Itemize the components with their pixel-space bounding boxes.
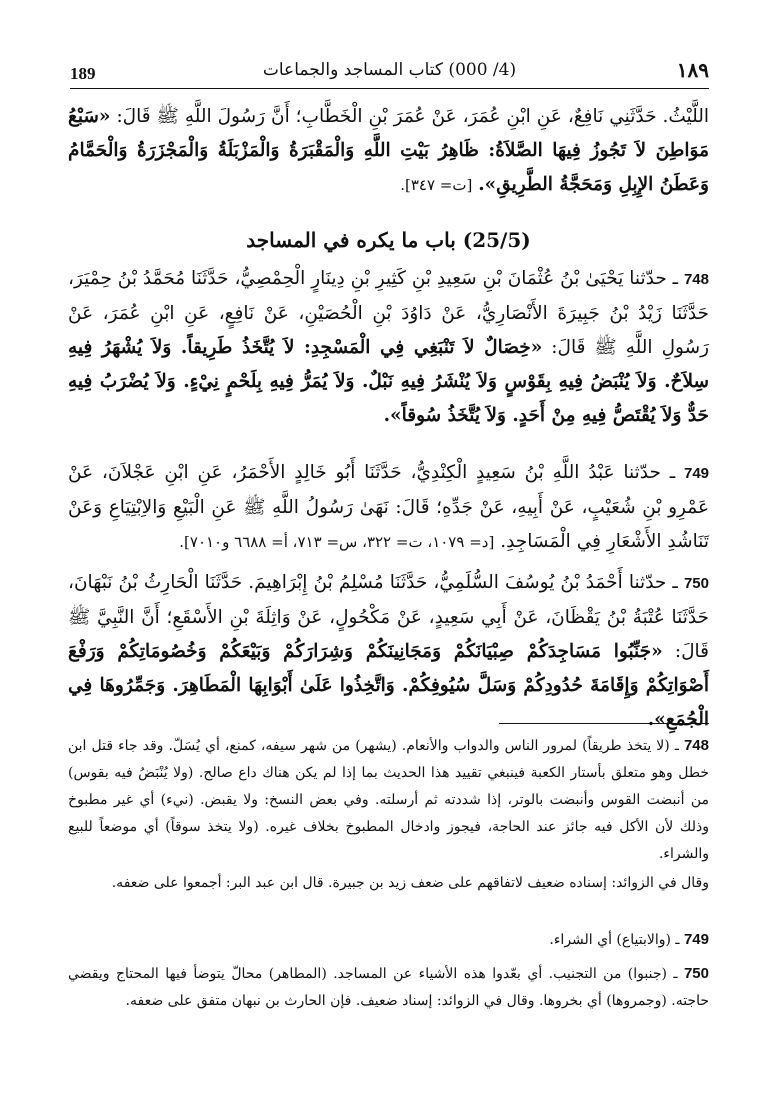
- footnote-text: ـ (جنبوا) من التجنيب. أي بعّدوا هذه الأشياء عن المساجد. (المطاهر) محالّ يتوضأ فيها المحتاج ويقضي حاجته. (وجمروها) أي بخروها. وقال في الزوائد: إسناد ضعيف. فإن الحارث بن نبهان متفق على ضعفه.: [68, 966, 709, 1009]
- isnad-text: ـ حدّثنا عَبْدُ اللَّهِ بْنُ سَعِيدٍ الْكِنْدِيُّ، حَدَّثَنَا أَبُو خَالِدٍ الأَحْمَرُ، عَنِ ابْنِ عَجْلاَنَ، عَنْ عَمْرِو بْنِ شُعَيْبٍ، عَنْ أَبِيهِ، عَنْ جَدِّهِ؛ قَالَ: نَهَىٰ رَسُولُ اللَّهِ ﷺ عَنِ الْبَيْعِ وَالاِبْتِيَاعِ وَعَنْ تَنَاشُدِ الأَشْعَارِ فِي الْمَسَاجِدِ.: [68, 462, 709, 552]
- hadith-number: 749: [683, 465, 710, 482]
- footnote-748: [68, 732, 709, 868]
- matn-text: «سَبْعُ مَوَاطِنَ لاَ تَجُوزُ فِيهَا الصَّلاَةُ: ظَاهِرُ بَيْتِ اللَّهِ وَالْمَقْبَرَةُ وَالْمَزْبَلَةُ وَالْمَجْزَرَةُ وَالْحَمَّامُ وَعَطَنُ الإِبِلِ وَمَحَجَّةُ الطَّرِيقِ».: [68, 106, 709, 195]
- footnote-text: ـ (والابتياع) أي الشراء.: [549, 932, 680, 948]
- reference: [ت= ٣٤٧].: [400, 176, 473, 194]
- page-number-arabic: ١٨٩: [676, 58, 709, 82]
- page-number-latin: 189: [70, 64, 96, 83]
- footnote-number: 750: [683, 965, 709, 982]
- footnote-text: ـ (لا يتخذ طريقاً) لمرور الناس والدواب والأنعام. (يشهر) من شهر سيفه، كمنع، أي يُسَلّ. وقد جاء قتل ابن خطل وهو متعلق بأستار الكعبة فينبغي تقييد هذا الحديث بما إذا لم يكن هناك داع صالح. (ولا يُنْبَضُ فيه بقوس) من أنبضت القوس وأنبضت بالوتر، إذا شددته ثم أرسلته. وفي بعض النسخ: ولا يقبض. (نيء) أي غير مطبوخ وذلك لأن الأكل فيه جائز عند الحاجة، فيجوز وادخال المطبوخ بخلاف غيره. (ولا يتخذ سوقاً) أي موضعاً للبيع والشراء.: [68, 738, 709, 862]
- page-header: [70, 52, 709, 88]
- continued-hadith: [68, 100, 709, 202]
- isnad-text: ـ حدّثنا يَحْيَىٰ بْنُ عُثْمَانَ بْنِ سَعِيدِ بْنِ كَثِيرِ بْنِ دِينَارٍ الْحِمْصِيُّ، حَدَّثَنَا مُحَمَّدُ بْنُ حِمْيَرَ، حَدَّثَنَا زَيْدُ بْنُ جَبِيرَةَ الأَنْصَارِيُّ، عَنْ دَاوُدَ بْنِ الْحُصَيْنِ، عَنْ نَافِعٍ، عَنِ ابْنِ عُمَرَ، عَنْ رَسُولِ اللَّهِ ﷺ قَالَ:: [68, 268, 710, 358]
- hadith-750: [68, 566, 709, 737]
- footnote-rule: [499, 723, 709, 724]
- footnote-749: [68, 926, 709, 954]
- hadith-749: [68, 456, 709, 559]
- footnote-number: 748: [683, 737, 709, 754]
- running-title: (4/ 000) كتاب المساجد والجماعات: [262, 60, 517, 80]
- matn-text: «خِصَالٌ لاَ تَنْبَغِي فِي الْمَسْجِدِ: لاَ يُتَّخَذُ طَرِيقاً. وَلاَ يُشْهَرُ فِيهِ سِلاَحٌ. وَلاَ يُنْبَضُ فِيهِ بِقَوْسٍ وَلاَ يُنْشَرُ فِيهِ نَبْلٌ. وَلاَ يُمَرُّ فِيهِ بِلَحْمٍ نِيْءٍ. وَلاَ يُضْرَبُ فِيهِ حَدٌّ وَلاَ يُقْتَصُّ فِيهِ مِنْ أَحَدٍ. وَلاَ يُتَّخَذُ سُوقاً».: [68, 337, 709, 426]
- footnote-750: [68, 960, 709, 1015]
- section-title: (25/5) باب ما يكره في المساجد: [246, 228, 531, 252]
- footnote-748-zawaid: [68, 870, 709, 897]
- isnad-text: اللَّيْثُ. حَدَّثَنِي نَافِعٌ، عَنِ ابْنِ عُمَرَ، عَنْ عُمَرَ بْنِ الْخَطَّابِ؛ أَنَّ رَسُولَ اللَّهِ ﷺ قَالَ:: [116, 106, 709, 127]
- hadith-748: [68, 262, 709, 433]
- hadith-number: 748: [683, 271, 709, 288]
- footnote-text: وقال في الزوائد: إسناده ضعيف لاتفاقهم على ضعف زيد بن جبيرة. قال ابن عبد البر: أجمعوا على ضعفه.: [111, 875, 709, 891]
- matn-text: «جَنِّبُوا مَسَاجِدَكُمْ صِبْيَانَكُمْ وَمَجَانِينَكُمْ وَشِرَارَكُمْ وَبَيْعَكُمْ وَخُصُومَاتِكُمْ وَرَفْعَ أَصْوَاتِكُمْ وَإِقَامَةَ حُدُودِكُمْ وَسَلَّ سُيُوفِكُمْ. وَاتَّخِذُوا عَلَىٰ أَبْوَابِهَا الْمَطَاهِرَ. وَجَمِّرُوهَا فِي الْجُمَعِ».: [68, 641, 709, 730]
- header-rule: [70, 88, 709, 89]
- hadith-number: 750: [683, 575, 709, 592]
- isnad-text: ـ حدّثنا أَحْمَدُ بْنُ يُوسُفَ السُّلَمِيُّ، حَدَّثَنَا مُسْلِمُ بْنُ إِبْرَاهِيمَ. حَدَّثَنَا الْحَارِثُ بْنُ نَبْهَانَ، حَدَّثَنَا عُتْبَةُ بْنُ يَقْظَانَ، عَنْ أَبِي سَعِيدٍ، عَنْ مَكْحُولٍ، عَنْ وَاثِلَةَ بْنِ الأَسْقَعِ؛ أَنَّ النَّبِيَّ ﷺ قَالَ:: [68, 572, 709, 662]
- reference: [د= ١٠٧٩، ت= ٣٢٢، س= ٧١٣، أ= ٦٦٨٨ و٧٠١٠].: [179, 533, 495, 551]
- footnote-number: 749: [683, 931, 709, 948]
